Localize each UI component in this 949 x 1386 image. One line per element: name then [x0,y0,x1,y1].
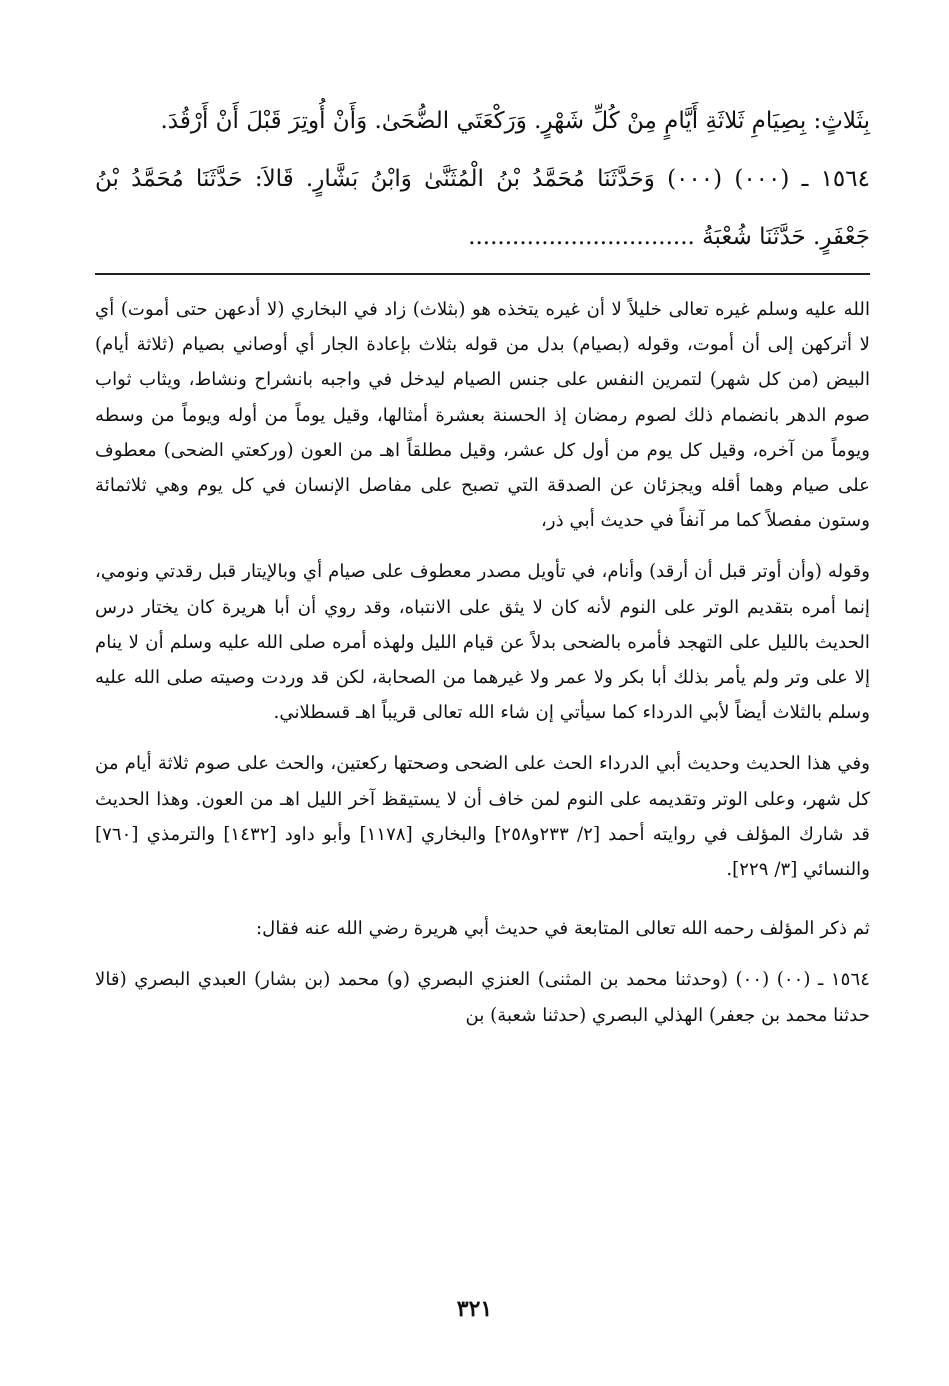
commentary-block [95,292,870,1049]
page-number: ٣٢١ [456,1296,493,1322]
hadith-text-line-1: بِثَلاثٍ: بِصِيَامِ ثَلاثَةِ أَيَّامٍ مِنْ كُلِّ شَهْرٍ. وَرَكْعَتَي الضُّحَىٰ. وَأَنْ أُوتِرَ قَبْلَ أَنْ أَرْقُدَ. [160,108,870,134]
commentary-paragraph-1: الله عليه وسلم غيره تعالى خليلاً لا أن غيره يتخذه هو (بثلاث) زاد في البخاري (لا أدعهن حتى أموت) أي لا أتركهن إلى أن أموت، وقوله (بصيام) بدل من قوله بثلاث بإعادة الجار أي أوصاني بصيام (ثلاثة أيام) البيض (من كل شهر) لتمرين النفس على جنس الصيام ليدخل في واجبه بانشراح ونشاط، ويثاب ثواب صوم الدهر بانضمام ذلك لصوم رمضان إذ الحسنة بعشرة أمثالها، وقيل يوماً من أوله ويوماً من وسطه ويوماً من آخره، وقيل كل يوم من أول كل عشر، وقيل مطلقاً اهـ من العون (وركعتي الضحى) معطوف على صيام وهما أقله ويجزئان عن الصدقة التي تصبح على مفاصل الإنسان في كل يوم وهي ثلاثمائة وستون مفصلاً كما مر آنفاً في حديث أبي ذر، [95,299,870,532]
footnote-divider [95,273,870,275]
hadith-text-line-2: ١٥٦٤ ـ (٠٠٠) (٠٠٠) وَحَدَّثَنَا مُحَمَّدُ بْنُ الْمُثَنَّىٰ وَابْنُ بَشَّارٍ. قَالاَ: حَدَّثَنَا مُحَمَّدُ بْنُ جَعْفَرٍ. حَدَّثَنَا شُعْبَةُ ............................... [95,166,870,250]
commentary-paragraph-3: وفي هذا الحديث وحديث أبي الدرداء الحث على الضحى وصحتها ركعتين، والحث على صوم ثلاثة أيام من كل شهر، وعلى الوتر وتقديمه على النوم لمن خاف أن لا يستيقظ آخر الليل اهـ من العون. وهذا الحديث قد شارك المؤلف في روايته أحمد [٢/ ٢٣٣و٢٥٨] والبخاري [١١٧٨] وأبو داود [١٤٣٢] والترمذي [٧٦٠] والنسائي [٣/ ٢٢٩]. [95,753,870,881]
commentary-paragraph-5: ١٥٦٤ ـ (٠٠) (٠٠) (وحدثنا محمد بن المثنى) العنزي البصري (و) محمد (بن بشار) العبدي البصري (قالا حدثنا محمد بن جعفر) الهذلي البصري (حدثنا شعبة) بن [95,969,870,1026]
hadith-text-block [95,92,870,266]
commentary-paragraph-2: وقوله (وأن أوتر قبل أن أرقد) وأنام، في تأويل مصدر معطوف على صيام أي وبالإيتار قبل رقدتي ونومي، إنما أمره بتقديم الوتر على النوم لأنه كان لا يثق على الانتباه، وقد روي أن أبا هريرة كان يختار درس الحديث بالليل على التهجد فأمره بالضحى بدلاً عن قيام الليل ولهذه أمره صلى الله عليه وسلم أن لا ينام إلا على وتر ولم يأمر بذلك أبا بكر ولا عمر ولا غيرهما من الصحابة، لكن قد وردت وصيته صلى الله عليه وسلم بالثلاث أيضاً لأبي الدرداء كما سيأتي إن شاء الله تعالى قريباً اهـ قسطلاني. [95,561,871,724]
commentary-paragraph-4: ثم ذكر المؤلف رحمه الله تعالى المتابعة في حديث أبي هريرة رضي الله عنه فقال: [256,918,870,940]
